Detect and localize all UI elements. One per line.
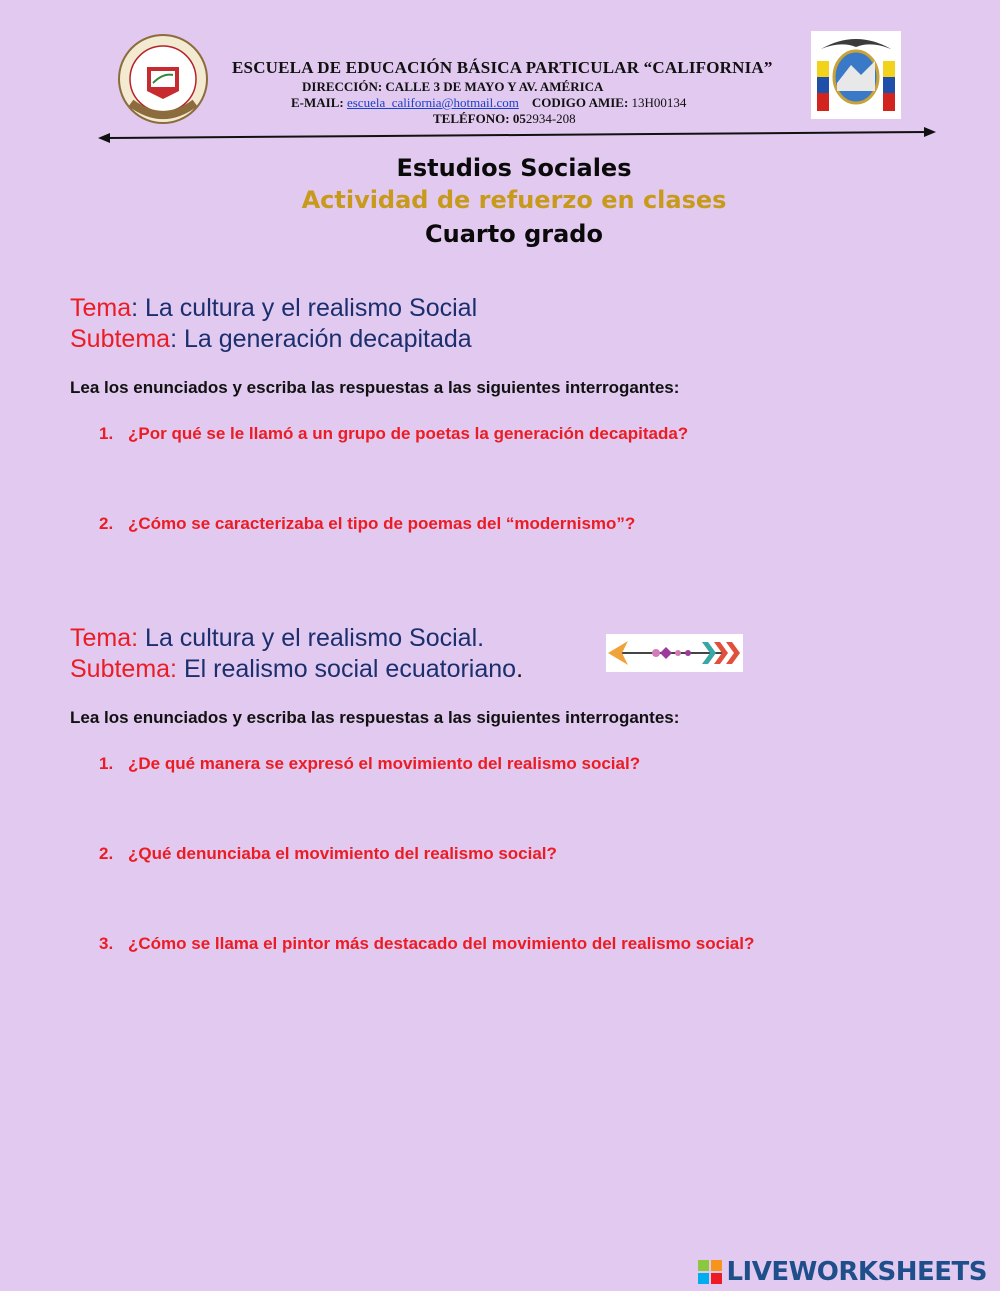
email-label: E-MAIL: xyxy=(291,95,344,110)
tema-value: La cultura y el realismo Social. xyxy=(138,624,485,652)
question-number: 1. xyxy=(99,424,114,443)
question-number: 3. xyxy=(99,934,114,953)
activity-title: Actividad de refuerzo en clases xyxy=(301,186,727,214)
subtema-label: Subtema xyxy=(70,325,171,353)
grade-title: Cuarto grado xyxy=(425,220,603,248)
liveworksheets-icon xyxy=(698,1260,722,1284)
section2-subtema xyxy=(70,655,523,684)
liveworksheets-logo[interactable] xyxy=(698,1257,987,1285)
section2-tema xyxy=(70,624,484,653)
question-text: ¿De qué manera se expresó el movimiento del realismo social? xyxy=(128,754,641,773)
section1-instruction: Lea los enunciados y escriba las respuestas a las siguientes interrogantes: xyxy=(70,378,680,397)
section2-question-2 xyxy=(99,844,557,864)
section1-subtema xyxy=(70,325,472,354)
decorative-arrow-icon xyxy=(606,634,743,672)
subtema-period: . xyxy=(516,655,524,683)
question-text: ¿Cómo se caracterizaba el tipo de poemas del “modernismo”? xyxy=(128,514,636,533)
header-divider xyxy=(98,125,936,145)
amie-label: CODIGO AMIE: xyxy=(531,95,629,110)
email-link[interactable]: escuela_california@hotmail.com xyxy=(346,95,519,110)
ecuador-coat-of-arms xyxy=(811,31,901,119)
tema-label: Tema: xyxy=(70,624,139,652)
tema-label: Tema xyxy=(70,294,132,322)
phone-label: TELÉFONO: xyxy=(433,111,510,126)
section1-tema xyxy=(70,294,477,323)
question-number: 2. xyxy=(99,514,114,533)
tema-value: : La cultura y el realismo Social xyxy=(131,294,478,322)
question-text: ¿Cómo se llama el pintor más destacado del movimiento del realismo social? xyxy=(128,934,755,953)
question-text: ¿Por qué se le llamó a un grupo de poetas la generación decapitada? xyxy=(128,424,689,443)
contact-line xyxy=(291,95,686,111)
school-address: DIRECCIÓN: CALLE 3 DE MAYO Y AV. AMÉRICA xyxy=(302,79,604,94)
section1-question-2 xyxy=(99,514,635,534)
subtema-label: Subtema: xyxy=(70,655,178,683)
section2-instruction: Lea los enunciados y escriba las respuestas a las siguientes interrogantes: xyxy=(70,708,680,727)
section2-question-3 xyxy=(99,934,754,954)
question-number: 2. xyxy=(99,844,114,863)
phone-prefix: 05 xyxy=(512,111,526,126)
subtema-value: El realismo social ecuatoriano xyxy=(177,655,517,683)
subject-title: Estudios Sociales xyxy=(396,154,632,182)
question-text: ¿Qué denunciaba el movimiento del realismo social? xyxy=(128,844,557,863)
section2-question-1 xyxy=(99,754,640,774)
amie-code: 13H00134 xyxy=(631,95,687,110)
question-number: 1. xyxy=(99,754,114,773)
section1-question-1 xyxy=(99,424,688,444)
liveworksheets-brand: LIVEWORKSHEETS xyxy=(726,1257,987,1287)
subtema-value: : La generación decapitada xyxy=(170,325,472,353)
phone-number: 2934-208 xyxy=(525,111,576,126)
school-name: ESCUELA DE EDUCACIÓN BÁSICA PARTICULAR “CALIFORNIA” xyxy=(232,58,773,77)
school-logo xyxy=(117,33,209,125)
